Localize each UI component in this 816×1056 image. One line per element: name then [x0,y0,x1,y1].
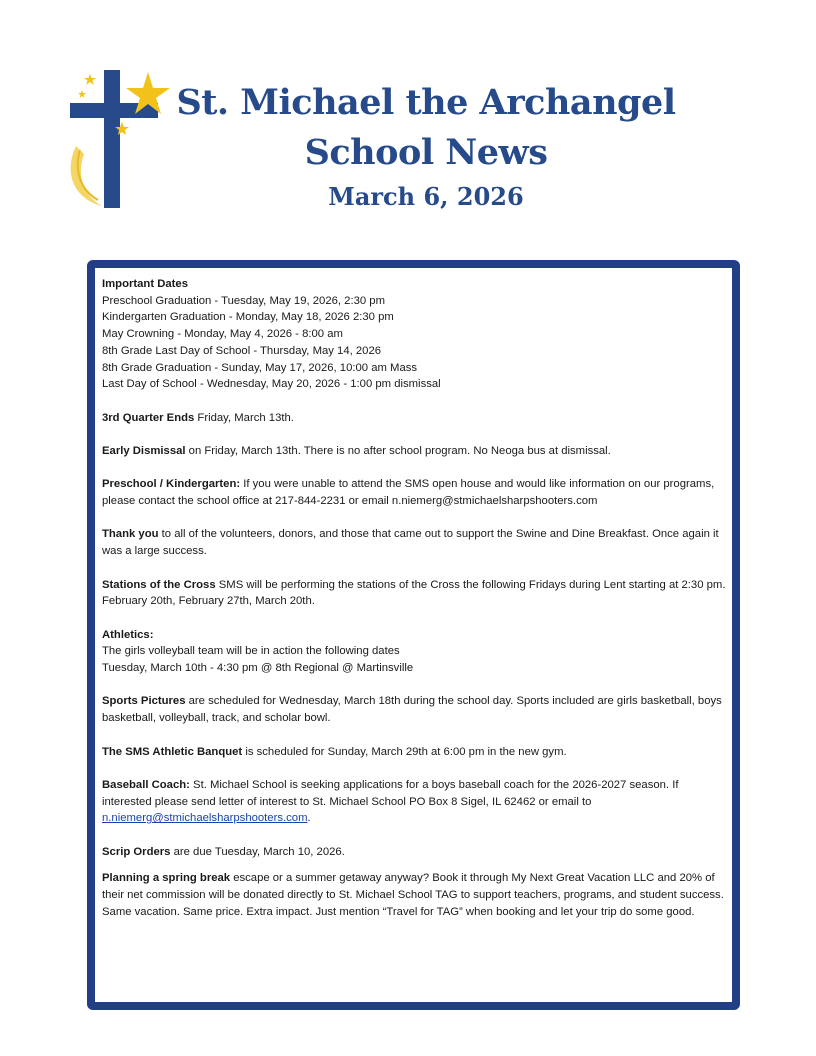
masthead [150,78,702,214]
date-item: May Crowning - Monday, May 4, 2026 - 8:00 am [102,328,343,341]
small-star-icon [78,90,86,98]
baseball-end: . [307,812,311,825]
swoosh-icon [71,146,102,206]
vacation-text: escape or a summer getaway anyway? Book it through My Next Great Vacation LLC and 20% of their net commission will be donated directly to St. Michael School TAG to support teachers, programs, and student success. Same vacation. Same price. Extra impact. Just mention “Travel for TAG” when booking and let your trip do some good. [102,872,724,919]
stations-heading: Stations of the Cross [102,578,216,591]
email-link[interactable]: n.niemerg@stmichaelsharpshooters.com [102,812,308,825]
scrip-heading: Scrip Orders [102,845,171,858]
banquet-heading: The SMS Athletic Banquet [102,745,243,758]
newsletter-date: March 6, 2026 [328,182,524,211]
date-item: Last Day of School - Wednesday, May 20, 2026 - 1:00 pm dismissal [102,378,441,391]
banquet-text: is scheduled for Sunday, March 29th at 6:00 pm in the new gym. [242,745,567,758]
quarter-text: Friday, March 13th. [194,411,294,424]
stations-dates: February 20th, February 27th, March 20th. [102,595,315,608]
title-line-2: School News [304,132,548,173]
small-star-icon [84,74,96,85]
news-content [102,276,730,938]
vacation-section [102,870,730,921]
baseball-heading: Baseball Coach: [102,778,190,791]
cross-icon [104,70,120,208]
dismissal-heading: Early Dismissal [102,445,186,457]
thanks-section [102,526,730,559]
date-item: 8th Grade Last Day of School - Thursday, May 14, 2026 [102,344,382,357]
baseball-text: St. Michael School is seeking applications for a boys baseball coach for the 2026-2027 season. If interested please send letter of interest to St. Michael School PO Box 8 Sigel, IL 62462 or email to [102,778,679,808]
title-line-1: St. Michael the Archangel [176,82,676,123]
scrip-section [102,844,730,861]
thanks-heading: Thank you [102,528,159,541]
preschool-section [102,476,730,509]
dismissal-section [102,443,730,460]
pictures-section [102,693,730,726]
stations-section [102,577,730,610]
athletics-heading: Athletics: [102,628,154,641]
important-dates-section [102,276,730,393]
date-item: Kindergarten Graduation - Monday, May 18, 2026 2:30 pm [102,311,394,324]
date-item: 8th Grade Graduation - Sunday, May 17, 2026, 10:00 am Mass [102,361,418,374]
vacation-heading: Planning a spring break [102,872,231,885]
preschool-text: If you were unable to attend the SMS open house and would like information on our programs, please contact the school office at 217-844-2231 or email n.niemerg@stmichaelsharpshooters.com [102,478,715,508]
preschool-heading: Preschool / Kindergarten: [102,478,241,491]
pictures-heading: Sports Pictures [102,695,186,708]
pictures-text: are scheduled for Wednesday, March 18th during the school day. Sports included are girls basketball, boys basketball, volleyball, track, and scholar bowl. [102,695,722,725]
news-frame [87,260,740,1010]
dismissal-text: on Friday, March 13th. There is no after school program. No Neoga bus at dismissal. [185,445,611,457]
athletics-line: Tuesday, March 10th - 4:30 pm @ 8th Regional @ Martinsville [102,662,414,675]
scrip-text: are due Tuesday, March 10, 2026. [170,845,345,858]
quarter-section [102,410,730,427]
athletics-line: The girls volleyball team will be in action the following dates [102,645,400,658]
athletics-section [102,627,730,677]
banquet-section [102,744,730,761]
baseball-section [102,777,730,827]
thanks-text: to all of the volunteers, donors, and those that came out to support the Swine and Dine Breakfast. Once again it was a large success. [102,528,719,558]
date-item: Preschool Graduation - Tuesday, May 19, 2026, 2:30 pm [102,294,386,307]
stations-text: SMS will be performing the stations of the Cross the following Fridays during Lent starting at 2:30 pm. [215,578,726,591]
quarter-heading: 3rd Quarter Ends [102,411,195,424]
important-dates-heading: Important Dates [102,278,188,290]
